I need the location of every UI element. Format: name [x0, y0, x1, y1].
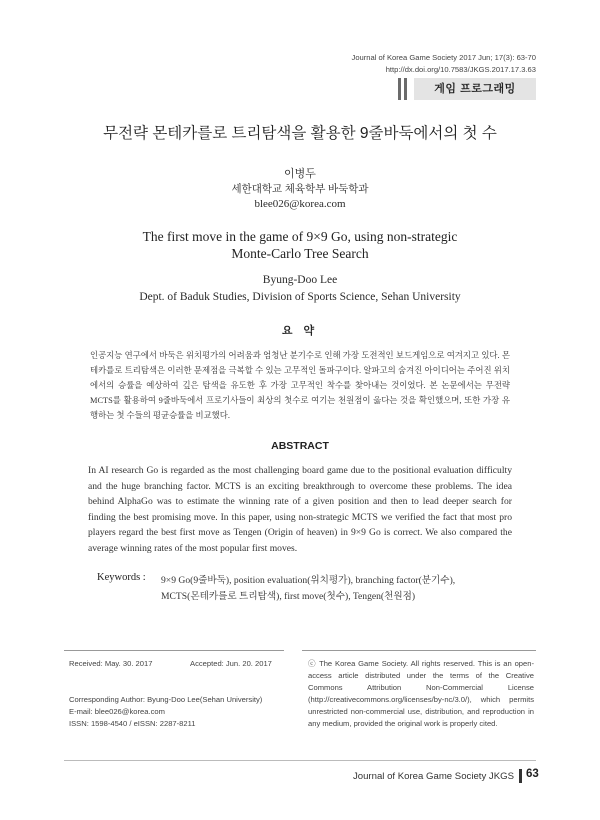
- abstract-korean-heading: 요 약: [281, 325, 319, 337]
- category-label: 게임 프로그래밍: [414, 78, 536, 100]
- page-footer-journal: Journal of Korea Game Society JKGS: [352, 771, 514, 782]
- accepted-date: Accepted: Jun. 20. 2017: [190, 659, 272, 668]
- page-footer-bar: [519, 769, 522, 783]
- issn-info: ISSN: 1598-4540 / eISSN: 2287-8211: [69, 719, 196, 728]
- abstract-korean-text: 인공지능 연구에서 바둑은 위치평가의 어려움과 엄청난 분기수로 인해 가장 도전적인 보드게임으로 여겨지고 있다. 몬테카를로 트리탐색은 이러한 문제점을 극복할 수 있는 고무적인 돌파구이다. 알파고의 숨겨진 아이디어는 주어진 위치에서의 승률을 예상하여 깊은 탐색을 유도한 후 가장 고무적인 착수를 찾아내는 것이었다. 본 논문에서는 무전략 MCTS를 활용하여 9줄바둑에서 프로기사들이 최상의 첫수로 여기는 천원점이 옳다는 것을 확인했으며, 또한 가장 유행하는 첫 수들의 평균승률을 비교했다.: [90, 351, 510, 420]
- license-notice: ⓒ The Korea Game Society. All rights reserved. This is an open-access article distributed under the terms of the Creative Commons Attribution Non-Commercial License (http://creativecommons.org/licenses/by-nc/3.0/), which permits unrestricted non-commercial use, distribution, and reproduction in any medium, provided the original work is properly cited.: [308, 659, 534, 728]
- keywords-line1: 9×9 Go(9줄바둑), position evaluation(위치평가), branching factor(분기수),: [161, 575, 456, 586]
- author-affiliation-english: Dept. of Baduk Studies, Division of Sports Science, Sehan University: [139, 291, 461, 303]
- author-name-english: Byung-Doo Lee: [262, 274, 338, 286]
- keywords-line2: MCTS(몬테카를로 트리탐색), first move(첫수), Tengen(천원점): [161, 591, 416, 602]
- footer-divider-right: [302, 650, 536, 651]
- abstract-english-text: In AI research Go is regarded as the most challenging board game due to the positional evaluation difficulty and the huge branching factor. MCTS is an exciting breakthrough to overcome these problems. The idea behind AlphaGo was to estimate the winning rate of a given position and then to lead deeper search for finding the best promising move. In this paper, using non-strategic MCTS we verified the fact that most pro players regard the best first move as Tengen (Origin of heaven) in 9×9 Go is correct. We also compared the average winning rates of the most popular first moves.: [88, 465, 512, 554]
- page-footer-divider: [64, 760, 536, 761]
- author-name-korean: 이병두: [284, 168, 316, 180]
- tag-bar-left: [398, 78, 401, 100]
- tag-bar-right: [404, 78, 407, 100]
- doi-link[interactable]: http://dx.doi.org/10.7583/JKGS.2017.17.3.63: [385, 65, 536, 74]
- author-affiliation-korean: 세한대학교 체육학부 바둑학과: [231, 184, 369, 195]
- page-number: 63: [526, 768, 539, 780]
- keywords-label: Keywords :: [97, 572, 146, 583]
- paper-title-korean: 무전략 몬테카를로 트리탐색을 활용한 9줄바둑에서의 첫 수: [103, 125, 497, 142]
- author-email[interactable]: blee026@korea.com: [254, 198, 346, 210]
- category-tag: [398, 78, 536, 100]
- paper-title-english-line1: The first move in the game of 9×9 Go, using non-strategic: [142, 229, 458, 244]
- received-date: Received: May. 30. 2017: [69, 659, 153, 668]
- journal-citation: Journal of Korea Game Society 2017 Jun; 17(3): 63-70: [351, 53, 536, 62]
- abstract-english-heading: ABSTRACT: [271, 440, 329, 452]
- corresponding-email[interactable]: E-mail: blee026@korea.com: [69, 707, 165, 716]
- corresponding-author: Corresponding Author: Byung-Doo Lee(Sehan University): [69, 695, 263, 704]
- footer-divider-left: [64, 650, 284, 651]
- paper-title-english-line2: Monte-Carlo Tree Search: [231, 246, 369, 261]
